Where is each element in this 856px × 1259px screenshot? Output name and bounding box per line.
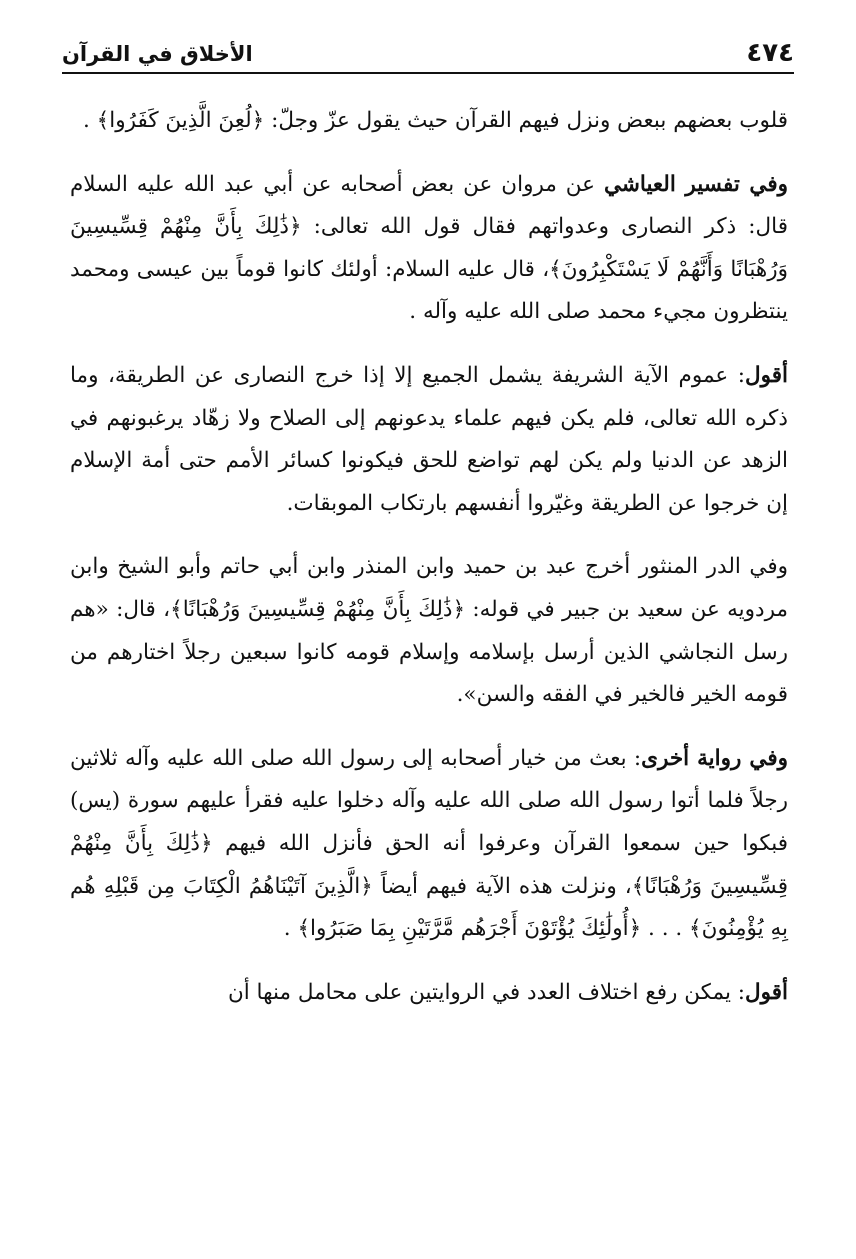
paragraph-text: : عموم الآية الشريفة يشمل الجميع إلا إذا خرج النصارى عن الطريقة، وما ذكره الله تعالى، فلم يكن فيهم علماء يدعونهم إلى الصلاح ولا زهّاد يرغبونهم في الزهد عن الدنيا ولم يكن لهم تواضع للحق فيكونوا كسائر الأمم حتى أمة الإسلام إن خرجوا عن الطريقة وغيّروا أنفسهم بارتكاب الموبقات. — [70, 362, 788, 516]
paragraph-text: : بعث من خيار أصحابه إلى رسول الله صلى الله عليه وآله ثلاثين رجلاً فلما أتوا رسول الله صلى الله عليه وآله دخلوا عليه فقرأ عليهم سورة (يس) فبكوا حين سمعوا القرآن وعرفوا أنه الحق فأنزل الله فيهم ﴿ذَٰلِكَ بِأَنَّ مِنْهُمْ قِسِّيسِينَ وَرُهْبَانًا﴾، ونزلت هذه الآية فيهم أيضاً ﴿الَّذِينَ آتَيْنَاهُمُ الْكِتَابَ مِن قَبْلِهِ هُم بِهِ يُؤْمِنُونَ﴾ . . . ﴿أُولَٰئِكَ يُؤْتَوْنَ أَجْرَهُم مَّرَّتَيْنِ بِمَا صَبَرُوا﴾ . — [70, 745, 788, 942]
book-title: الأخلاق في القرآن — [62, 42, 253, 66]
paragraph-lead: وفي تفسير العياشي — [603, 171, 789, 197]
paragraph-lead: أقول — [745, 362, 788, 388]
paragraph-6 — [70, 972, 788, 1015]
paragraph-text: : يمكن رفع اختلاف العدد في الروايتين على محامل منها أن — [227, 979, 746, 1005]
paragraph-3 — [70, 355, 788, 525]
paragraph-2 — [70, 164, 788, 334]
paragraph-text: عن مروان عن بعض أصحابه عن أبي عبد الله عليه السلام قال: ذكر النصارى وعدواتهم فقال قول الله تعالى: ﴿ذَٰلِكَ بِأَنَّ مِنْهُمْ قِسِّيسِينَ وَرُهْبَانًا وَأَنَّهُمْ لَا يَسْتَكْبِرُونَ﴾، قال عليه السلام: أولئك كانوا قوماً بين عيسى ومحمد ينتظرون مجيء محمد صلى الله عليه وآله . — [70, 171, 788, 325]
paragraph-lead: وفي رواية أخرى — [641, 745, 788, 771]
paragraph-4 — [70, 546, 788, 716]
paragraph-1 — [70, 100, 788, 143]
page-body — [70, 100, 788, 1014]
paragraph-lead: أقول — [745, 979, 788, 1005]
page-header — [62, 28, 794, 74]
paragraph-text: وفي الدر المنثور أخرج عبد بن حميد وابن المنذر وابن أبي حاتم وأبو الشيخ وابن مردويه عن سعيد بن جبير في قوله: ﴿ذَٰلِكَ بِأَنَّ مِنْهُمْ قِسِّيسِينَ وَرُهْبَانًا﴾، قال: «هم رسل النجاشي الذين أرسل بإسلامه وإسلام قومه كانوا سبعين رجلاً اختارهم من قومه الخير فالخير في الفقه والسن». — [70, 554, 788, 708]
page-number: ٤٧٤ — [746, 38, 794, 68]
paragraph-5 — [70, 738, 788, 951]
paragraph-text: قلوب بعضهم ببعض ونزل فيهم القرآن حيث يقول عزّ وجلّ: ﴿لُعِنَ الَّذِينَ كَفَرُوا﴾ . — [82, 108, 788, 133]
